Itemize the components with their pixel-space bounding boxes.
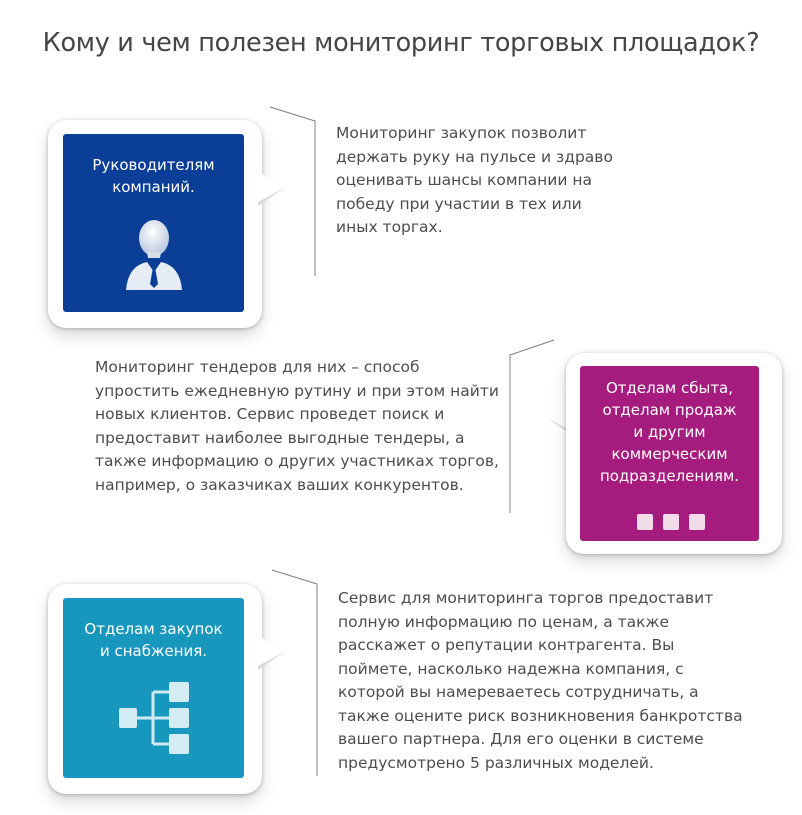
hierarchy-tree-icon bbox=[115, 678, 205, 758]
procurement-label-line-1: Отделам закупок bbox=[84, 620, 223, 638]
procurement-bracket-line bbox=[270, 567, 322, 779]
three-squares-icon bbox=[635, 512, 707, 532]
procurement-label-line-2: и снабжения. bbox=[99, 642, 208, 660]
sales-label-line-5: подразделениям. bbox=[599, 467, 740, 485]
sales-label-line-3: и другим bbox=[633, 423, 706, 441]
managers-bracket-line bbox=[268, 104, 320, 279]
page-title: Кому и чем полезен мониторинг торговых площадок? bbox=[42, 28, 760, 58]
sales-description: Мониторинг тендеров для них – способ упростить ежедневную рутину и при этом найти новых клиентов. Сервис проведет поиск и предоставит наиболее выгодные тендеры, а также информацию о других участниках торгов, например, о заказчиках ваших конкурентов. bbox=[95, 358, 499, 494]
procurement-description: Сервис для мониторинга торгов предоставит полную информацию по ценам, а также расскажет о репутации контрагента. Вы поймете, насколько надежна компания, с которой вы намереваетесь сотрудничать, а также оцените риск возникновения банкротства вашего партнера. Для его оценки в системе предусмотрено 5 различных моделей. bbox=[338, 589, 743, 772]
sales-label-line-1: Отделам сбыта, bbox=[605, 379, 734, 397]
managers-tile bbox=[63, 134, 244, 312]
sales-label-line-2: отделам продаж bbox=[602, 401, 737, 419]
procurement-tile bbox=[63, 598, 244, 778]
managers-label-line-1: Руководителям bbox=[92, 156, 215, 174]
sales-label-line-4: коммерческим bbox=[611, 445, 728, 463]
managers-label-line-2: компаний. bbox=[112, 178, 195, 196]
manager-person-icon bbox=[114, 214, 194, 294]
managers-description: Мониторинг закупок позволит держать руку на пульсе и здраво оценивать шансы компании на победу при участии в тех или иных торгах. bbox=[336, 124, 613, 236]
sales-tile bbox=[580, 366, 759, 541]
